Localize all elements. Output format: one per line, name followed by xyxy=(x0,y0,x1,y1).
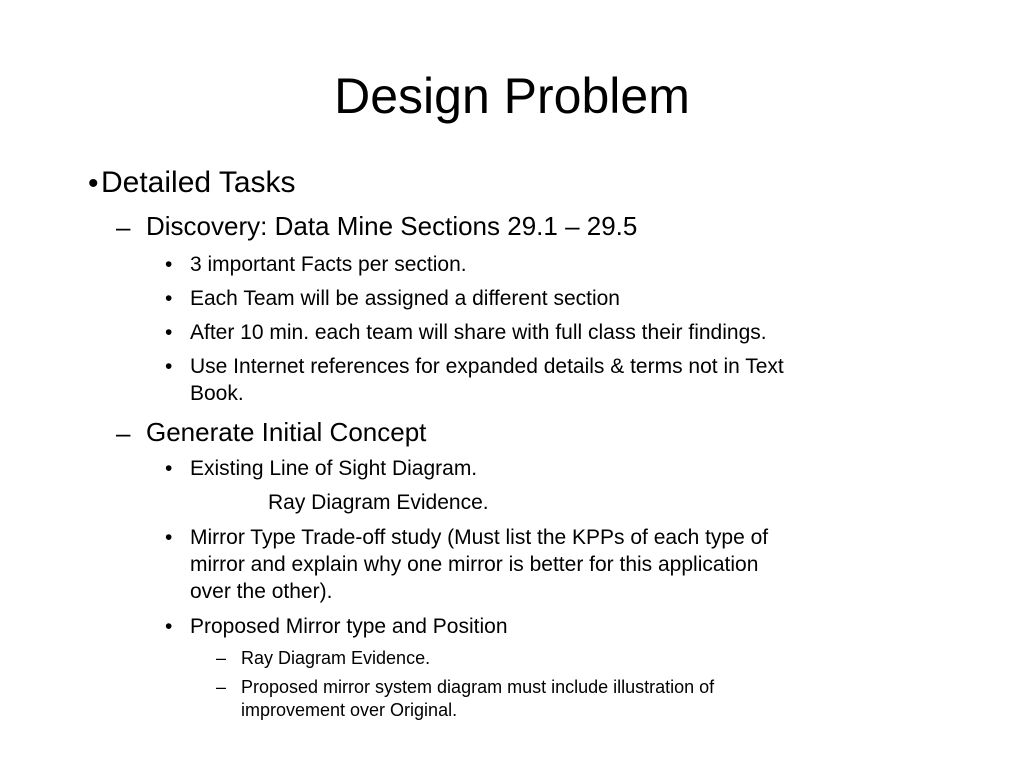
slide-title: Design Problem xyxy=(334,68,690,124)
concept-item-tradeoff-line2: mirror and explain why one mirror is better for this application xyxy=(190,553,759,576)
discovery-item-continued: Book. xyxy=(190,382,244,405)
discovery-item: Use Internet references for expanded details & terms not in Text xyxy=(190,355,784,378)
bullet-marker: • xyxy=(165,457,173,480)
bullet-marker: • xyxy=(88,167,99,200)
bullet-detailed-tasks: Detailed Tasks xyxy=(101,166,296,199)
concept-item-proposed: Proposed Mirror type and Position xyxy=(190,615,508,638)
discovery-item: After 10 min. each team will share with full class their findings. xyxy=(190,321,767,344)
bullet-marker: • xyxy=(165,526,173,549)
concept-item-existing: Existing Line of Sight Diagram. xyxy=(190,457,478,480)
discovery-item: Each Team will be assigned a different section xyxy=(190,287,620,310)
concept-item-tradeoff-line3: over the other). xyxy=(190,580,333,603)
concept-heading: Generate Initial Concept xyxy=(146,417,427,447)
bullet-marker: • xyxy=(165,355,173,378)
dash-marker: – xyxy=(116,418,131,448)
dash-marker: – xyxy=(216,648,227,668)
proposed-sub-item-continued: improvement over Original. xyxy=(241,700,458,720)
proposed-sub-item: Ray Diagram Evidence. xyxy=(241,648,431,668)
concept-item-existing-sub: Ray Diagram Evidence. xyxy=(268,491,489,514)
bullet-marker: • xyxy=(165,321,173,344)
bullet-marker: • xyxy=(165,287,173,310)
dash-marker: – xyxy=(216,677,227,697)
concept-item-tradeoff: Mirror Type Trade-off study (Must list the KPPs of each type of xyxy=(190,526,769,549)
dash-marker: – xyxy=(116,212,131,242)
discovery-heading: Discovery: Data Mine Sections 29.1 – 29.5 xyxy=(146,211,638,241)
discovery-item: 3 important Facts per section. xyxy=(190,253,467,276)
proposed-sub-item: Proposed mirror system diagram must include illustration of xyxy=(241,677,715,697)
bullet-marker: • xyxy=(165,615,173,638)
bullet-marker: • xyxy=(165,253,173,276)
